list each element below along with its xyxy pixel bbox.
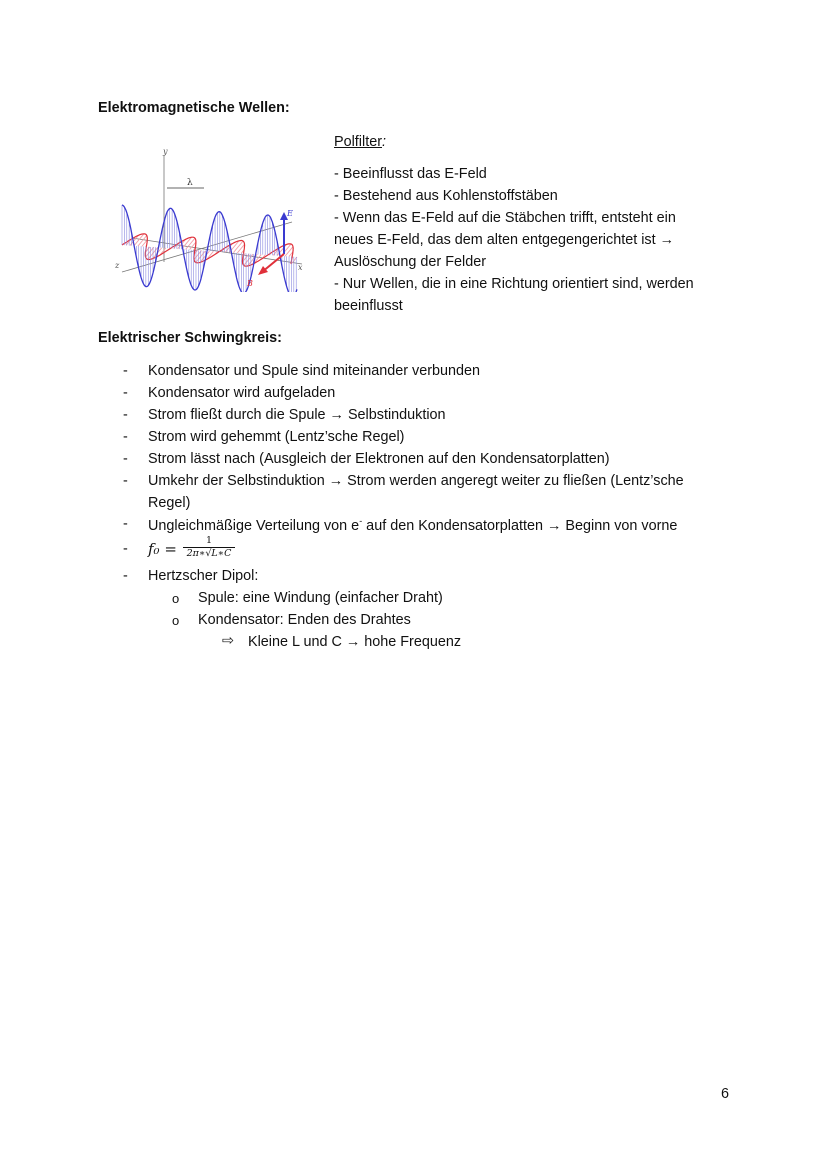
bullet-dash: - <box>123 473 128 489</box>
list-item: Strom wird gehemmt (Lentz’sche Regel) <box>148 429 405 445</box>
b-field-hatch <box>285 247 293 257</box>
conclusion-text: Kleine L und C → hohe Frequenz <box>248 634 462 650</box>
polfilter-line: - Nur Wellen, die in eine Richtung orientiert sind, werden <box>334 276 694 292</box>
polfilter-line: beeinflusst <box>334 298 403 314</box>
wavelength-label: λ <box>187 178 193 188</box>
polfilter-line: - Bestehend aus Kohlenstoffstäben <box>334 188 558 204</box>
polfilter-line: - Beeinflusst das E-Feld <box>334 166 487 182</box>
formula-numerator: 1 <box>205 535 213 546</box>
bullet-circle: o <box>172 613 180 628</box>
bullet-dash: - <box>123 429 128 445</box>
list-item: Umkehr der Selbstinduktion → Strom werden angeregt weiter zu fließen (Lentz’sche <box>148 473 684 489</box>
list-item: Strom lässt nach (Ausgleich der Elektronen auf den Kondensatorplatten) <box>148 451 610 467</box>
list-item: Kondensator und Spule sind miteinander verbunden <box>148 363 481 379</box>
list-item: Hertzscher Dipol: <box>148 568 259 584</box>
axis-label-z: z <box>115 261 120 270</box>
section-heading-waves: Elektromagnetische Wellen: <box>98 100 290 116</box>
list-item-continuation: Regel) <box>148 495 191 511</box>
arrow-icon: ⇨ <box>222 633 235 649</box>
b-field-hatch <box>138 235 147 246</box>
formula-fraction <box>183 535 235 560</box>
polfilter-line: neues E-Feld, das dem alten entgegengerichtet ist → <box>334 232 674 248</box>
polfilter-line: - Wenn das E-Feld auf die Stäbchen trifft, entsteht ein <box>334 210 676 226</box>
sub-list-item: Kondensator: Enden des Drahtes <box>198 612 411 628</box>
bullet-dash: - <box>123 363 128 379</box>
b-field-label: B <box>247 279 253 288</box>
list-item-text: auf den Kondensatorplatten → Beginn von vorne <box>362 517 678 534</box>
bullet-dash: - <box>123 407 128 423</box>
list-item: Kondensator wird aufgeladen <box>148 385 336 401</box>
axis-label-x: x <box>298 263 303 272</box>
axis-label-y: y <box>163 147 168 156</box>
list-item: Strom fließt durch die Spule → Selbstinduktion <box>148 407 446 423</box>
electron-superscript: - <box>359 516 363 526</box>
polfilter-title: Polfilter: <box>334 134 386 150</box>
section-heading-circuit: Elektrischer Schwingkreis: <box>98 330 282 346</box>
z-axis <box>122 222 292 272</box>
list-item <box>148 516 677 534</box>
formula-lhs: f₀ = <box>148 540 177 558</box>
sub-list-item: Spule: eine Windung (einfacher Draht) <box>198 590 443 606</box>
bullet-dash: - <box>123 385 128 401</box>
bullet-dash: - <box>123 451 128 467</box>
b-field-hatch <box>146 247 154 257</box>
formula-denominator: 2π∗√L∗C <box>186 548 232 559</box>
bullet-dash: - <box>123 541 128 557</box>
polfilter-line: Auslöschung der Felder <box>334 254 486 270</box>
list-item-text: Ungleichmäßige Verteilung von e <box>148 517 360 534</box>
page-number: 6 <box>721 1086 730 1102</box>
em-wave-figure <box>112 142 312 292</box>
bullet-dash: - <box>123 516 128 532</box>
bullet-dash: - <box>123 568 128 584</box>
bullet-circle: o <box>172 591 180 606</box>
e-field-label: E <box>287 209 293 218</box>
